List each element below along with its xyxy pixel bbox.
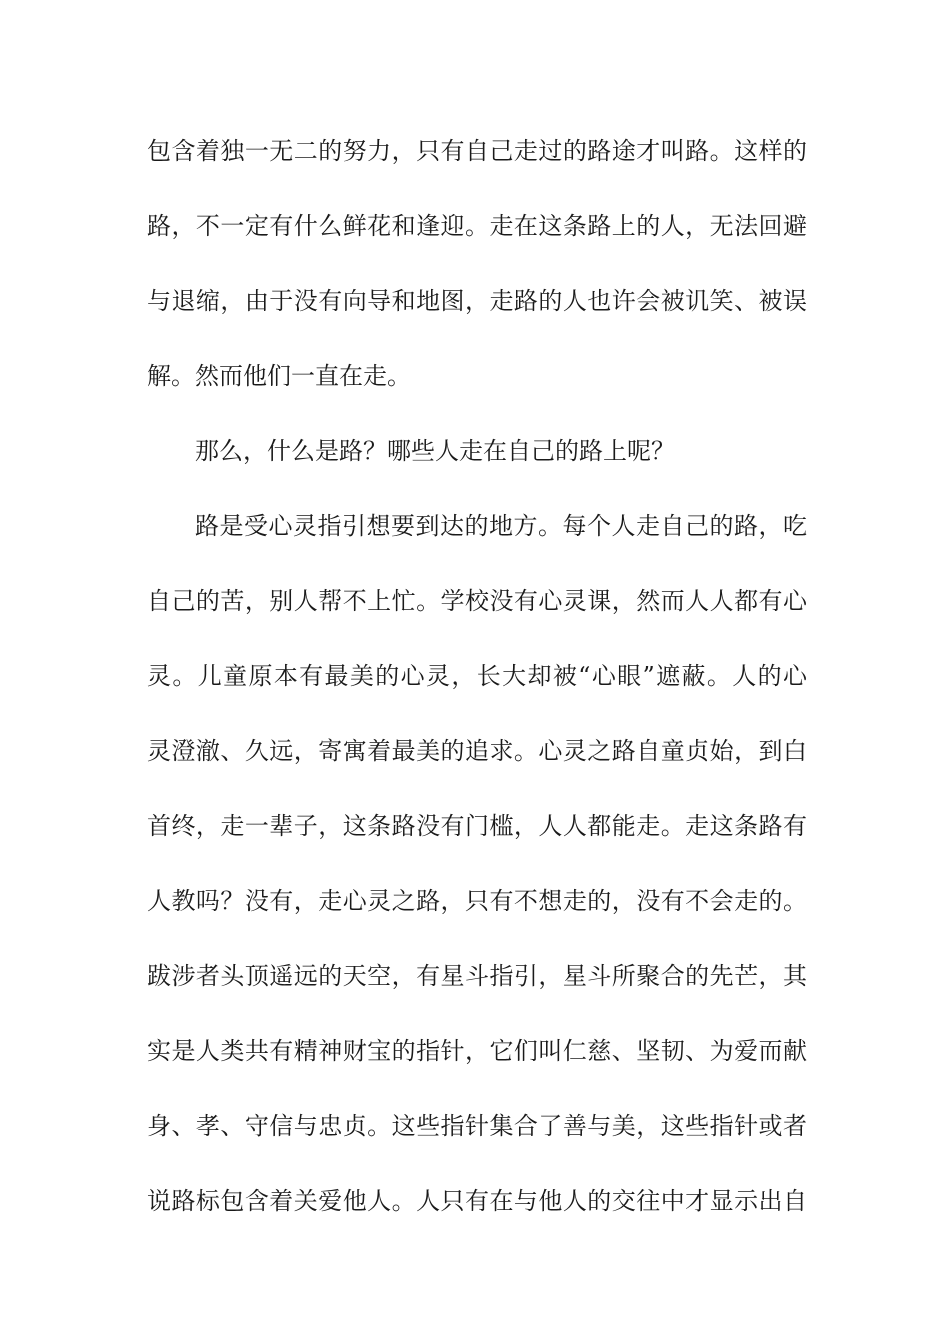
text-line: 身、孝、守信与忠贞。这些指针集合了善与美，这些指针或者 xyxy=(147,1112,807,1140)
text-line: 自己的苦，别人帮不上忙。学校没有心灵课，然而人人都有心 xyxy=(147,587,807,615)
text-line: 实是人类共有精神财宝的指针，它们叫仁慈、坚韧、为爱而献 xyxy=(147,1037,807,1065)
text-line: 灵。儿童原本有最美的心灵，长大却被“心眼”遮蔽。人的心 xyxy=(147,662,807,690)
text-line: 人教吗？没有，走心灵之路，只有不想走的，没有不会走的。 xyxy=(147,887,807,915)
text-line: 包含着独一无二的努力，只有自己走过的路途才叫路。这样的 xyxy=(147,137,807,165)
text-line: 路，不一定有什么鲜花和逢迎。走在这条路上的人，无法回避 xyxy=(147,212,807,240)
text-line: 首终，走一辈子，这条路没有门槛，人人都能走。走这条路有 xyxy=(147,812,807,840)
text-line: 解。然而他们一直在走。 xyxy=(147,362,411,390)
text-line: 与退缩，由于没有向导和地图，走路的人也许会被讥笑、被误 xyxy=(147,287,807,315)
text-line: 说路标包含着关爱他人。人只有在与他人的交往中才显示出自 xyxy=(147,1187,807,1215)
paragraph-start-line: 路是受心灵指引想要到达的地方。每个人走自己的路，吃 xyxy=(195,512,807,540)
question-line: 那么，什么是路？哪些人走在自己的路上呢？ xyxy=(195,437,675,465)
text-line: 灵澄澈、久远，寄寓着最美的追求。心灵之路自童贞始，到白 xyxy=(147,737,807,765)
text-line: 跋涉者头顶遥远的天空，有星斗指引，星斗所聚合的先芒，其 xyxy=(147,962,807,990)
